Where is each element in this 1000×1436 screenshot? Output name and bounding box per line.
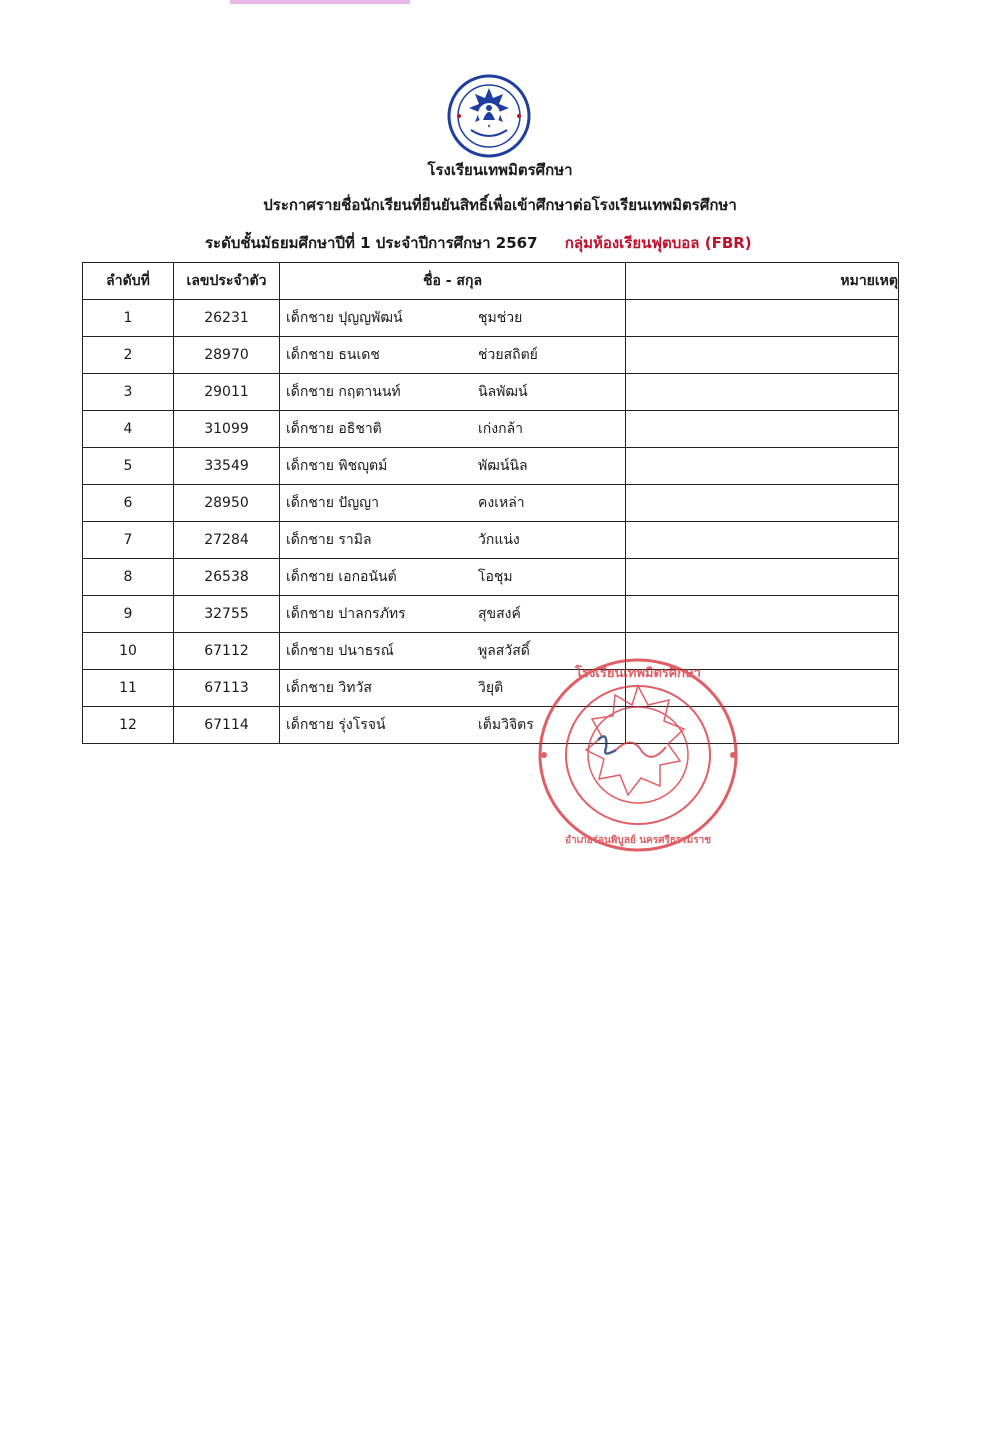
row-surname: วิยุติ	[478, 680, 504, 696]
row-given-name: เด็กชาย ธนเดช	[286, 347, 380, 363]
row-given-name: เด็กชาย พิชญุตม์	[286, 458, 388, 474]
row-order: 3	[83, 374, 174, 411]
row-order: 12	[83, 707, 174, 744]
stamp-text-top: โรงเรียนเทพมิตรศึกษา	[575, 666, 701, 681]
row-order: 5	[83, 448, 174, 485]
row-full-name	[280, 448, 626, 485]
table-row	[83, 485, 899, 522]
row-full-name	[280, 596, 626, 633]
table-row	[83, 337, 899, 374]
row-student-id: 33549	[174, 448, 280, 485]
row-full-name	[280, 374, 626, 411]
row-given-name: เด็กชาย กฤตานนท์	[286, 384, 401, 400]
table-row	[83, 559, 899, 596]
row-remark	[626, 448, 899, 485]
row-given-name: เด็กชาย เอกอนันต์	[286, 569, 397, 585]
row-remark	[626, 411, 899, 448]
row-given-name: เด็กชาย รามิล	[286, 532, 372, 548]
table-row	[83, 633, 899, 670]
row-surname: เก่งกล้า	[478, 421, 524, 437]
row-full-name	[280, 411, 626, 448]
stamp-text-bottom: อำเภอร่อนพิบูลย์ นครศรีธรรมราช	[564, 835, 712, 846]
row-surname: ช่วยสถิตย์	[478, 347, 538, 363]
row-surname: ชุมช่วย	[478, 310, 523, 326]
table-row	[83, 707, 899, 744]
row-surname: เต็มวิจิตร	[478, 717, 534, 733]
row-surname: สุขสงค์	[478, 606, 521, 622]
student-roster-table	[82, 262, 899, 744]
row-remark	[626, 300, 899, 337]
row-student-id: 28950	[174, 485, 280, 522]
row-student-id: 67114	[174, 707, 280, 744]
announcement-title: ประกาศรายชื่อนักเรียนที่ยืนยันสิทธิ์เพื่อเข้าศึกษาต่อโรงเรียนเทพมิตรศึกษา	[263, 196, 737, 214]
row-remark	[626, 596, 899, 633]
row-given-name: เด็กชาย รุ่งโรจน์	[286, 717, 386, 733]
row-given-name: เด็กชาย ปาลกรภัทร	[286, 606, 406, 622]
row-full-name	[280, 559, 626, 596]
row-full-name	[280, 337, 626, 374]
table-row	[83, 300, 899, 337]
row-full-name	[280, 300, 626, 337]
row-surname: นิลพัฒน์	[478, 384, 528, 400]
row-student-id: 67113	[174, 670, 280, 707]
row-surname: พัฒน์นิล	[478, 458, 528, 474]
row-surname: คงเหล่า	[478, 495, 525, 511]
row-student-id: 28970	[174, 337, 280, 374]
row-remark	[626, 522, 899, 559]
row-remark	[626, 559, 899, 596]
header-full-name: ชื่อ - สกุล	[280, 263, 626, 300]
row-surname: วักแน่ง	[478, 532, 520, 548]
school-seal-logo	[445, 72, 533, 160]
row-order: 9	[83, 596, 174, 633]
row-remark	[626, 337, 899, 374]
table-row	[83, 448, 899, 485]
table-row	[83, 596, 899, 633]
row-student-id: 31099	[174, 411, 280, 448]
row-student-id: 32755	[174, 596, 280, 633]
header-order: ลำดับที่	[83, 263, 174, 300]
level-line	[205, 231, 752, 255]
row-order: 11	[83, 670, 174, 707]
row-surname: โอชุม	[478, 569, 513, 585]
row-full-name	[280, 485, 626, 522]
row-student-id: 27284	[174, 522, 280, 559]
row-given-name: เด็กชาย ปุญญพัฒน์	[286, 310, 403, 326]
row-order: 7	[83, 522, 174, 559]
class-group-text: กลุ่มห้องเรียนฟุตบอล (FBR)	[564, 234, 752, 252]
row-given-name: เด็กชาย วิทวัส	[286, 680, 372, 696]
row-order: 4	[83, 411, 174, 448]
row-order: 1	[83, 300, 174, 337]
row-student-id: 26538	[174, 559, 280, 596]
row-order: 2	[83, 337, 174, 374]
official-school-stamp	[536, 655, 741, 855]
row-given-name: เด็กชาย ปนาธรณ์	[286, 643, 394, 659]
header-remark: หมายเหตุ	[626, 263, 899, 300]
table-row	[83, 411, 899, 448]
row-remark	[626, 485, 899, 522]
row-order: 6	[83, 485, 174, 522]
top-edge-tint	[230, 0, 410, 4]
row-given-name: เด็กชาย อธิชาติ	[286, 421, 382, 437]
row-remark	[626, 374, 899, 411]
school-name: โรงเรียนเทพมิตรศึกษา	[427, 161, 573, 179]
row-student-id: 67112	[174, 633, 280, 670]
grade-level-text: ระดับชั้นมัธยมศึกษาปีที่ 1 ประจำปีการศึกษา 2567	[205, 234, 538, 252]
row-student-id: 26231	[174, 300, 280, 337]
header-student-id: เลขประจำตัว	[174, 263, 280, 300]
table-row	[83, 374, 899, 411]
row-order: 8	[83, 559, 174, 596]
row-given-name: เด็กชาย ปัญญา	[286, 495, 379, 511]
table-row	[83, 670, 899, 707]
table-row	[83, 522, 899, 559]
row-order: 10	[83, 633, 174, 670]
row-surname: พูลสวัสดิ์	[478, 643, 530, 659]
table-header-row	[83, 263, 899, 300]
row-student-id: 29011	[174, 374, 280, 411]
row-full-name	[280, 522, 626, 559]
